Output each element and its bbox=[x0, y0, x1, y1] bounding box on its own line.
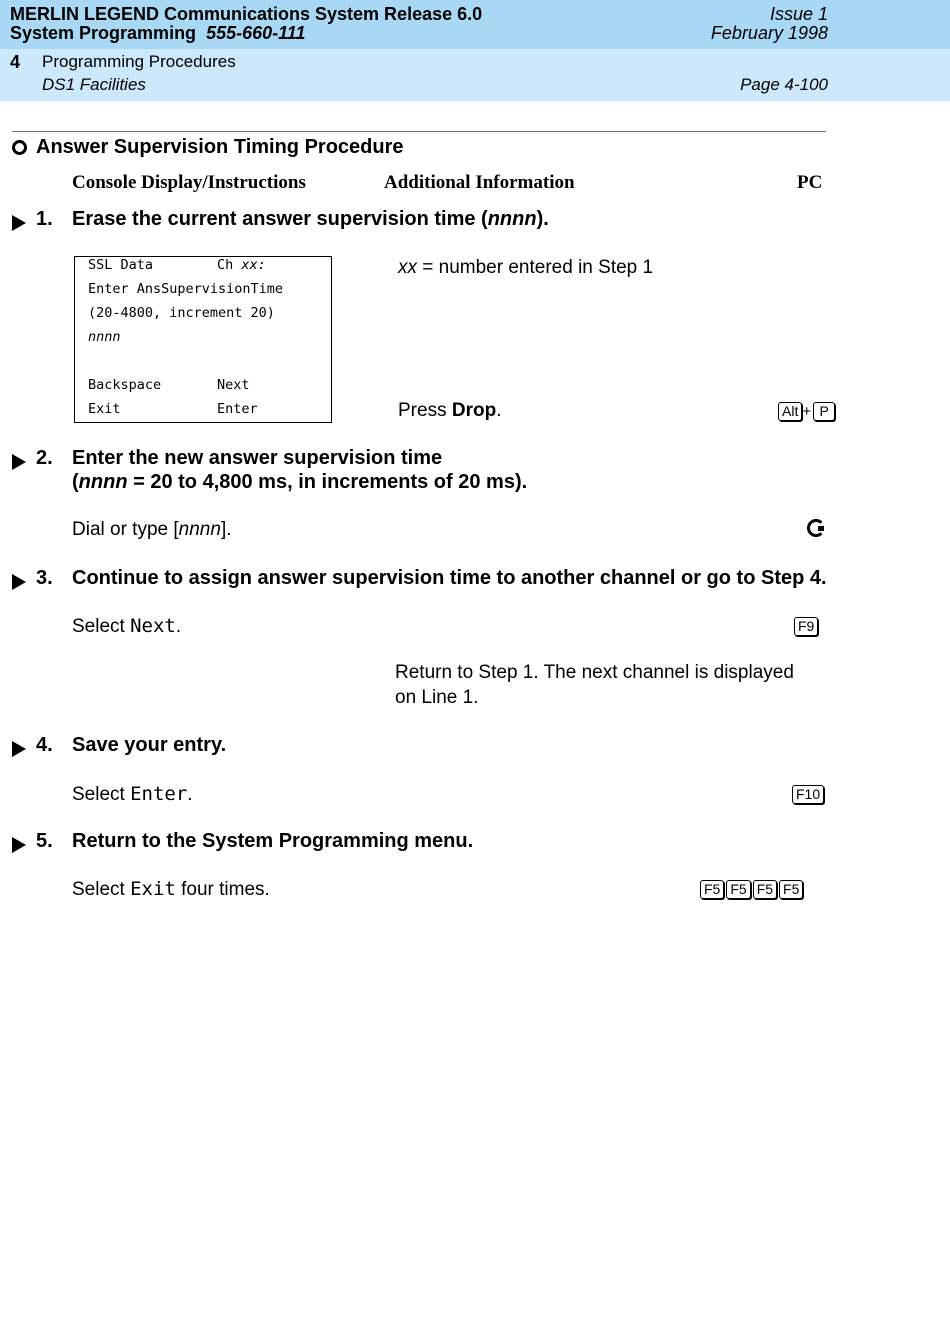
doc-title: MERLIN LEGEND Communications System Release 6.0 bbox=[10, 4, 483, 24]
step-5-select-exit: Select Exit four times. bbox=[72, 878, 270, 900]
chapter-number: 4 bbox=[10, 52, 21, 72]
step-1-press-drop: Press Drop. bbox=[398, 400, 502, 421]
step-5-text: Return to the System Programming menu. bbox=[72, 830, 474, 852]
page-number: Page 4-100 bbox=[740, 75, 828, 94]
step-1-pc-keys bbox=[776, 402, 835, 421]
key-plus: + bbox=[802, 403, 812, 420]
key-f9: F9 bbox=[794, 617, 818, 636]
issue-date: February 1998 bbox=[710, 23, 828, 43]
screen-softkey-backspace: Backspace bbox=[88, 377, 162, 393]
step-2-number: 2. bbox=[36, 447, 53, 469]
doc-number: 555-660-111 bbox=[206, 23, 306, 43]
key-f5: F5 bbox=[753, 880, 777, 899]
step-arrow-icon bbox=[12, 837, 26, 853]
step-2-line-2: (nnnn = 20 to 4,800 ms, in increments of 20 ms). bbox=[72, 471, 528, 493]
column-additional-heading: Additional Information bbox=[384, 172, 575, 193]
screen-line-3: (20-4800, increment 20) bbox=[88, 305, 275, 321]
column-console-heading: Console Display/Instructions bbox=[72, 172, 306, 193]
step-3-text: Continue to assign answer supervision time to another channel or go to Step 4. bbox=[72, 567, 827, 589]
step-2-dial: Dial or type [nnnn]. bbox=[72, 519, 232, 540]
console-display bbox=[74, 256, 332, 423]
step-3-pc-keys bbox=[792, 617, 818, 636]
screen-line-1a: SSL Data bbox=[88, 257, 154, 273]
chapter-title: Programming Procedures bbox=[42, 52, 236, 71]
key-f5: F5 bbox=[726, 880, 750, 899]
step-3-info-line-2: on Line 1. bbox=[395, 687, 479, 708]
step-1-info: xx = number entered in Step 1 bbox=[398, 257, 654, 278]
section-rule bbox=[12, 131, 826, 132]
step-arrow-icon bbox=[12, 454, 26, 470]
step-3-number: 3. bbox=[36, 567, 53, 589]
step-5-number: 5. bbox=[36, 830, 53, 852]
step-1-text: Erase the current answer supervision time (nnnn). bbox=[72, 208, 549, 230]
screen-line-2: Enter AnsSupervisionTime bbox=[88, 281, 284, 297]
step-arrow-icon bbox=[12, 741, 26, 757]
key-f10: F10 bbox=[792, 785, 824, 804]
step-3-select-next: Select Next. bbox=[72, 615, 182, 637]
step-2-line-1: Enter the new answer supervision time bbox=[72, 447, 443, 469]
key-alt: Alt bbox=[778, 402, 802, 421]
step-4-select-enter: Select Enter. bbox=[72, 783, 193, 805]
section-title: DS1 Facilities bbox=[42, 75, 146, 94]
procedure-bullet-icon bbox=[12, 140, 27, 155]
step-4-text: Save your entry. bbox=[72, 734, 227, 756]
step-4-number: 4. bbox=[36, 734, 53, 756]
screen-line-4: nnnn bbox=[88, 329, 121, 345]
issue-label: Issue 1 bbox=[769, 4, 828, 24]
screen-softkey-exit: Exit bbox=[88, 401, 121, 417]
telephone-icon-handset bbox=[818, 526, 824, 531]
step-5-pc-keys bbox=[698, 880, 803, 899]
step-arrow-icon bbox=[12, 215, 26, 231]
screen-line-1b: Ch xx: bbox=[217, 257, 266, 273]
step-3-info-line-1: Return to Step 1. The next channel is displayed bbox=[395, 662, 794, 683]
step-arrow-icon bbox=[12, 574, 26, 590]
key-f5: F5 bbox=[700, 880, 724, 899]
screen-softkey-enter: Enter bbox=[217, 401, 258, 417]
key-f5: F5 bbox=[779, 880, 803, 899]
step-1-number: 1. bbox=[36, 208, 53, 230]
doc-subtitle: System Programming 555-660-111 bbox=[10, 23, 306, 43]
screen-softkey-next: Next bbox=[217, 377, 250, 393]
key-p: P bbox=[813, 402, 835, 421]
step-4-pc-keys bbox=[790, 785, 824, 804]
procedure-title: Answer Supervision Timing Procedure bbox=[36, 136, 404, 158]
column-pc-heading: PC bbox=[797, 172, 823, 193]
